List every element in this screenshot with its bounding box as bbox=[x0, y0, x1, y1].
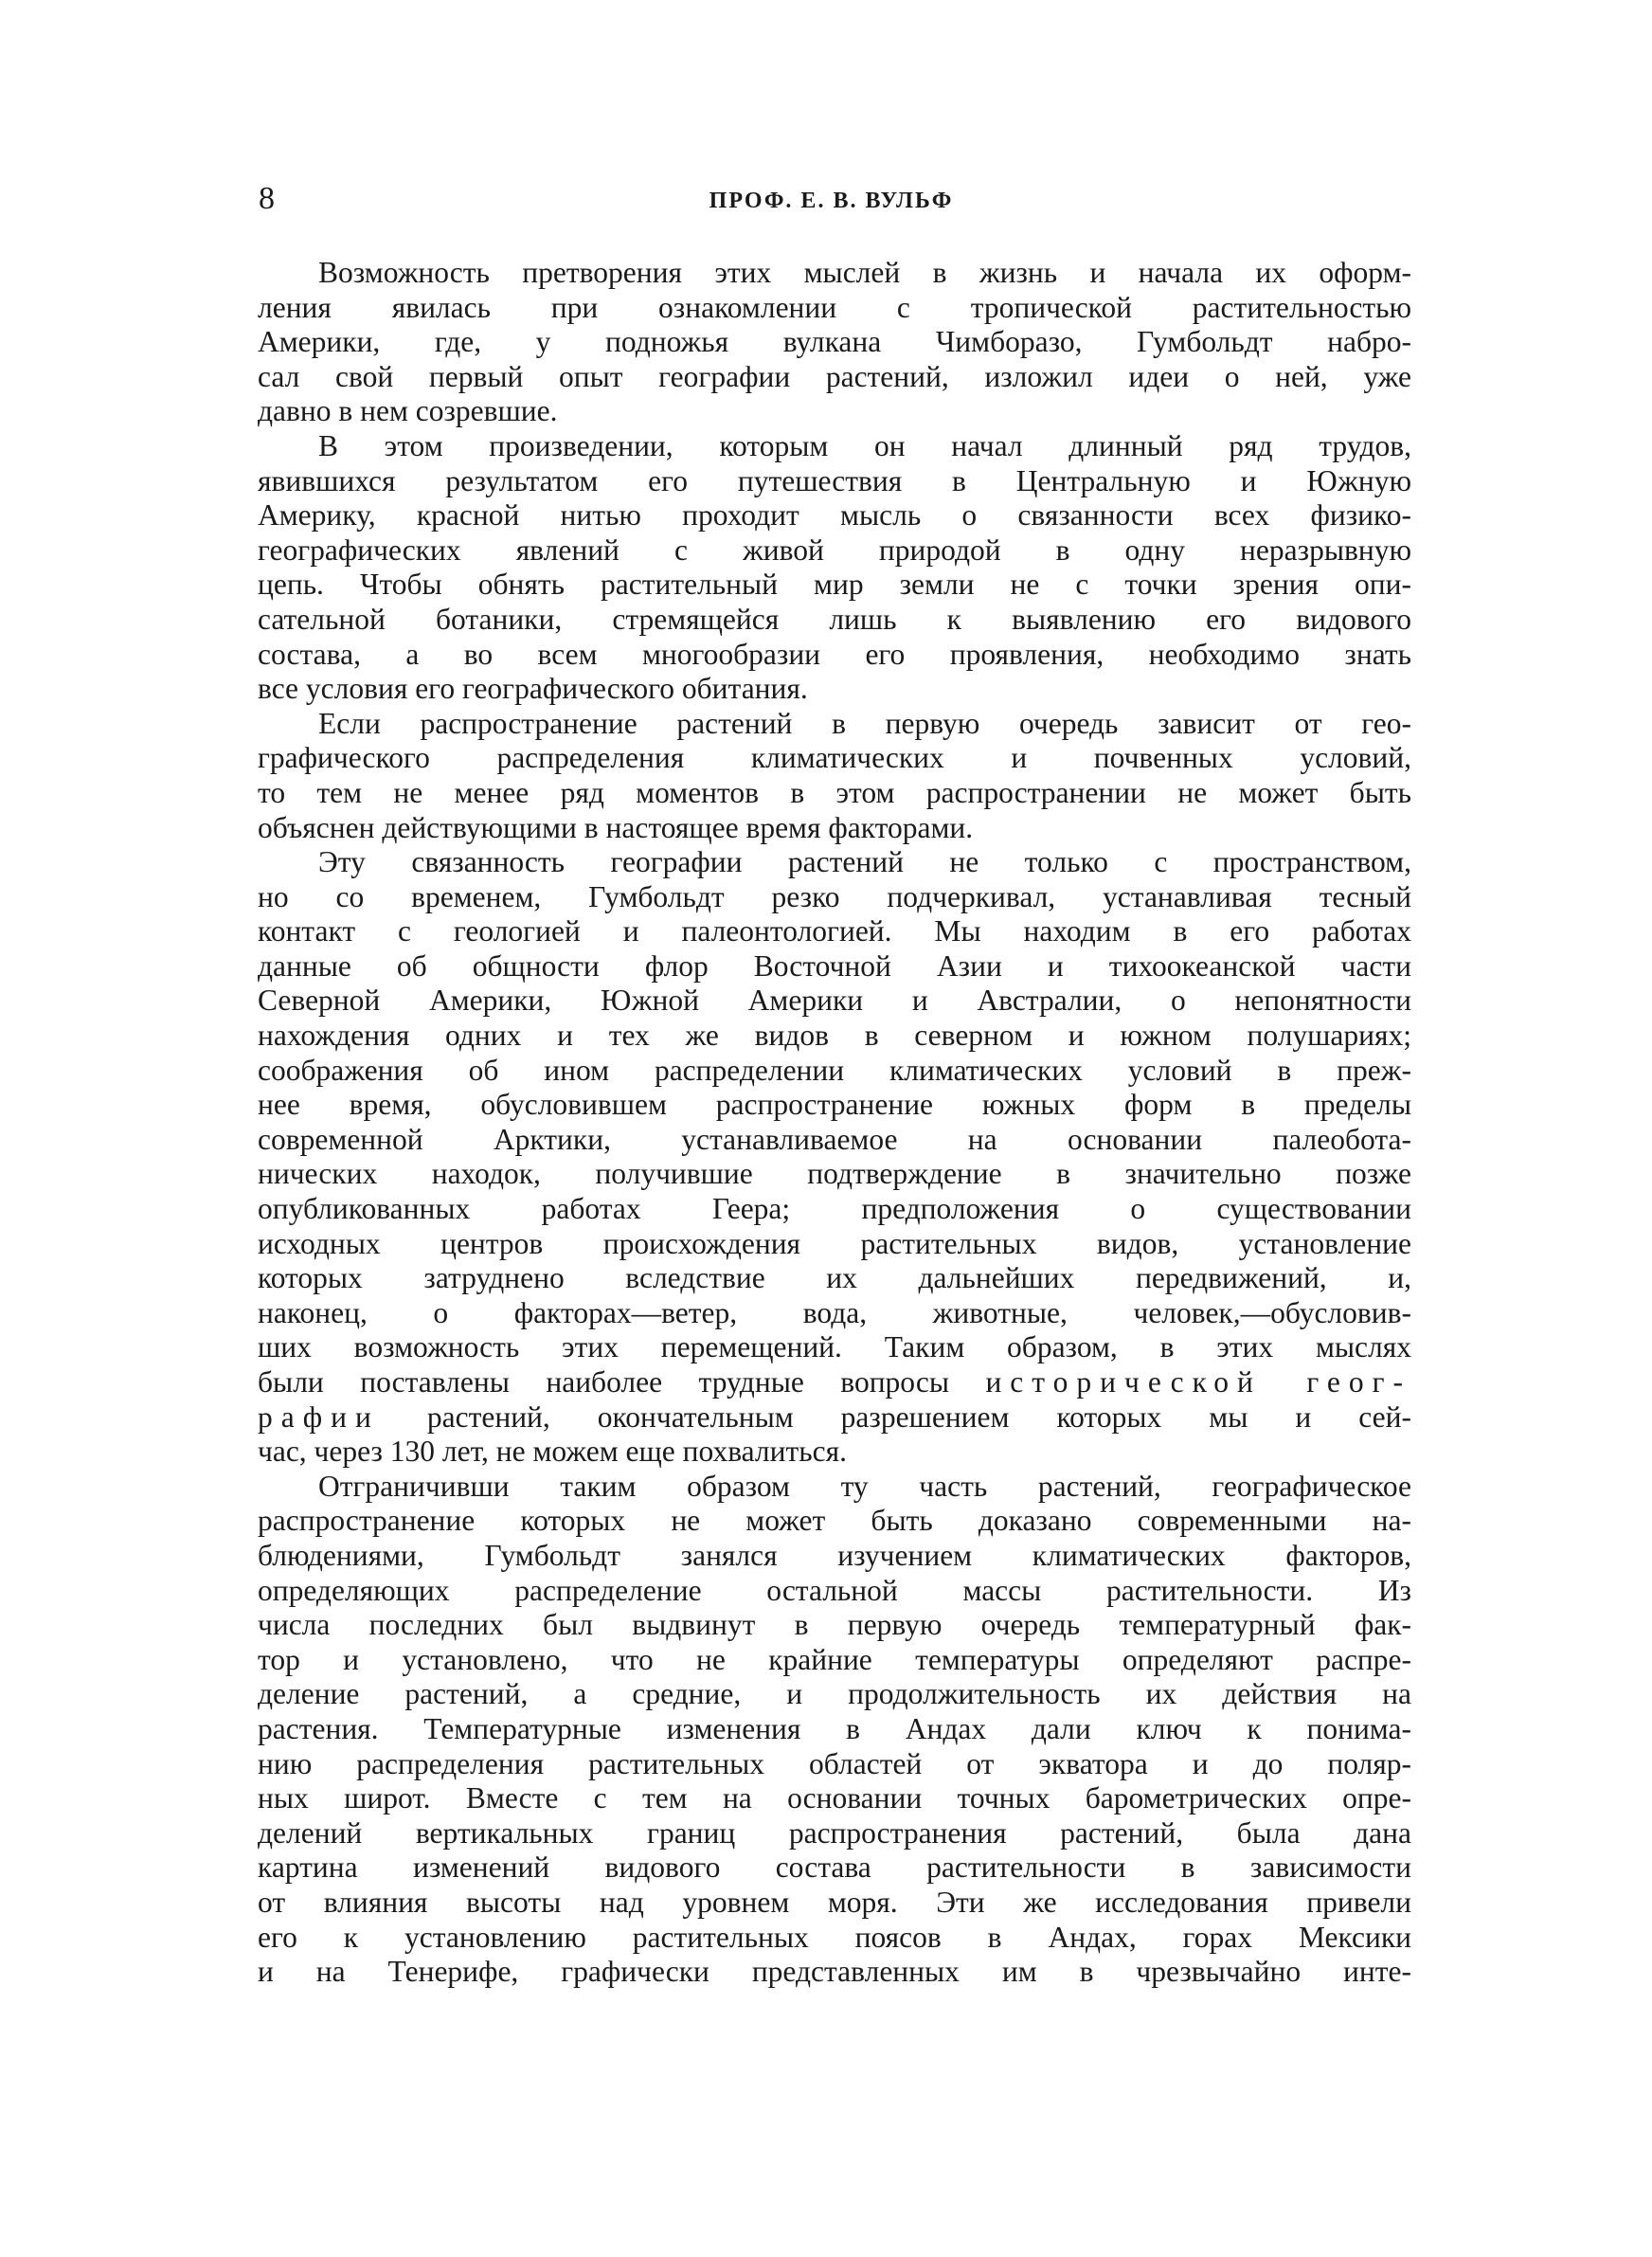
text-line: нахождения одних и тех же видов в северном и южном полушариях; bbox=[258, 1019, 1411, 1053]
text-line: картина изменений видового состава растительности в зависимости bbox=[258, 1851, 1411, 1885]
text-line: нических находок, получившие подтверждение в значительно позже bbox=[258, 1157, 1411, 1191]
text-line: все условия его географического обитания. bbox=[258, 672, 808, 706]
text-line: и на Тенерифе, графически представленных им в чрезвычайно инте- bbox=[258, 1955, 1411, 1989]
text-line: опубликованных работах Геера; предположения о существовании bbox=[258, 1192, 1411, 1226]
text-line: состава, а во всем многообразии его проявления, необходимо знать bbox=[258, 637, 1411, 671]
text-line: его к установлению растительных поясов в Андах, горах Мексики bbox=[258, 1920, 1411, 1954]
text-line: наконец, о факторах—ветер, вода, животные, человек,—обусловив- bbox=[258, 1295, 1411, 1329]
text-line: час, через 130 лет, не можем еще похвалиться. bbox=[258, 1435, 847, 1469]
text-line: Америку, красной нитью проходит мысль о связанности всех физико- bbox=[258, 498, 1411, 533]
text-line: давно в нем созревшие. bbox=[258, 394, 558, 428]
text-line-segment: были поставлены наиболее трудные вопросы bbox=[258, 1365, 986, 1399]
text-line: нию распределения растительных областей от экватора и до поляр- bbox=[258, 1746, 1411, 1780]
text-line: Возможность претворения этих мыслей в жизнь и начала их оформ- bbox=[318, 256, 1411, 289]
text-line: контакт с геологией и палеонтологией. Мы находим в его работах bbox=[258, 914, 1411, 948]
text-line: тор и установлено, что не крайние температуры определяют распре- bbox=[258, 1642, 1411, 1676]
text-line: деление растений, а средние, и продолжительность их действия на bbox=[258, 1677, 1411, 1711]
text-line: Отграничивши таким образом ту часть растений, географическое bbox=[318, 1469, 1411, 1503]
text-line: сал свой первый опыт географии растений, изложил идеи о ней, уже bbox=[258, 359, 1411, 393]
text-line: Если распространение растений в первую очередь зависит от гео- bbox=[318, 706, 1411, 740]
text-line: В этом произведении, которым он начал длинный ряд трудов, bbox=[318, 428, 1411, 462]
text-line: числа последних был выдвинут в первую очередь температурный фак- bbox=[258, 1608, 1411, 1642]
text-line: нее время, обусловившем распространение южных форм в пределы bbox=[258, 1088, 1411, 1122]
text-line: сательной ботаники, стремящейся лишь к выявлению его видового bbox=[258, 602, 1411, 636]
letterspaced-emphasis: рафии bbox=[258, 1399, 380, 1434]
text-line: Эту связанность географии растений не только с пространством, bbox=[318, 845, 1411, 879]
text-line: делений вертикальных границ распространения растений, была дана bbox=[258, 1815, 1411, 1850]
text-line: от влияния высоты над уровнем моря. Эти же исследования привели bbox=[258, 1885, 1411, 1919]
text-line: цепь. Чтобы обнять растительный мир земли не с точки зрения опи- bbox=[258, 568, 1411, 602]
text-line: определяющих распределение остальной массы растительности. Из bbox=[258, 1573, 1411, 1607]
running-title: ПРОФ. Е. В. ВУЛЬФ bbox=[709, 189, 954, 213]
text-line: ших возможность этих перемещений. Таким образом, в этих мыслях bbox=[258, 1330, 1411, 1364]
text-line: то тем не менее ряд моментов в этом распространении не может быть bbox=[258, 775, 1411, 809]
text-line: графического распределения климатических и почвенных условий, bbox=[258, 741, 1411, 775]
text-line: явившихся результатом его путешествия в Центральную и Южную bbox=[258, 463, 1411, 497]
text-line: которых затруднено вследствие их дальнейших передвижений, и, bbox=[258, 1261, 1411, 1295]
text-line: современной Арктики, устанавливаемое на основании палеобота- bbox=[258, 1122, 1411, 1156]
text-line: Америки, где, у подножья вулкана Чимборазо, Гумбольдт набро- bbox=[258, 325, 1411, 359]
text-line: ления явилась при ознакомлении с тропической растительностью bbox=[258, 290, 1411, 324]
text-line: ных широт. Вместе с тем на основании точных барометрических опре- bbox=[258, 1781, 1411, 1815]
text-line-segment: растений, окончательным разрешением которых мы и сей- bbox=[379, 1399, 1411, 1434]
text-line: географических явлений с живой природой в одну неразрывную bbox=[258, 533, 1411, 567]
text-line: объяснен действующими в настоящее время факторами. bbox=[258, 810, 974, 844]
page-number: 8 bbox=[259, 181, 275, 216]
text-line-spaced-1 bbox=[258, 1365, 1411, 1400]
body-text bbox=[258, 256, 1411, 1990]
text-line: соображения об ином распределении климатических условий в преж- bbox=[258, 1053, 1411, 1087]
text-line-spaced-2 bbox=[258, 1400, 1411, 1435]
text-line: Северной Америки, Южной Америки и Австралии, о непонятности bbox=[258, 984, 1411, 1018]
running-head bbox=[251, 180, 1411, 218]
text-line: растения. Температурные изменения в Андах дали ключ к понима- bbox=[258, 1711, 1411, 1745]
text-line: блюдениями, Гумбольдт занялся изучением климатических факторов, bbox=[258, 1538, 1411, 1572]
text-line: распространение которых не может быть доказано современными на- bbox=[258, 1504, 1411, 1538]
text-lines-part-2 bbox=[258, 1435, 1411, 1990]
text-lines-part-1 bbox=[258, 256, 1411, 1365]
text-line: исходных центров происхождения растительных видов, установление bbox=[258, 1226, 1411, 1260]
letterspaced-emphasis: исторической геог- bbox=[985, 1365, 1412, 1399]
text-line: но со временем, Гумбольдт резко подчеркивал, устанавливая тесный bbox=[258, 879, 1411, 913]
text-line: данные об общности флор Восточной Азии и тихоокеанской части bbox=[258, 948, 1411, 983]
